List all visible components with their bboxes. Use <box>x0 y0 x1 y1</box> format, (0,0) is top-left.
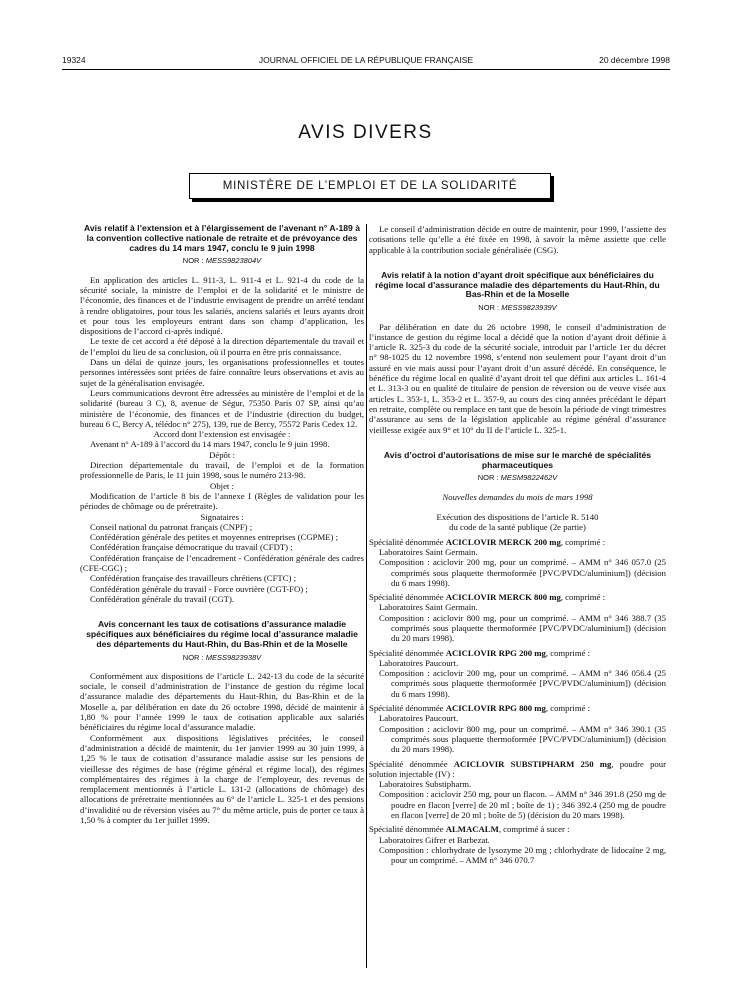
specialty-entry <box>369 759 666 821</box>
composition: Composition : aciclovir 200 mg, pour un comprimé. – AMM n° 346 056.4 (25 comprimés sous plaquette thermoformée [PVC/PVDC/aluminium]) (décision du 6 mars 1998). <box>379 668 666 699</box>
signatory: Confédération générale du travail (CGT). <box>90 593 235 604</box>
paragraph: Conformément aux dispositions de l’article L. 242-13 du code de la sécurité sociale, le conseil d’administration de l’instance de gestion du régime local d’assurance maladie des départements du Haut-Rhin, du Bas-Rhin et de la Moselle a, par délibération en date du 26 octobre 1998, décidé de maintenir à 1,80 % pour l’année 1999 le taux de cotisation applicable aux salariés bénéficiaires du régime local d’assurance maladie. <box>80 670 364 733</box>
specialty-line: Spécialité dénommée ALMACALM, comprimé à sucer : <box>369 824 570 835</box>
laboratory: Laboratoires Saint Germain. <box>379 546 478 557</box>
specialty-line: Spécialité dénommée ACICLOVIR RPG 200 mg, comprimé : <box>369 647 591 658</box>
execution-line: Exécution des dispositions de l’article R. 5140 <box>436 512 599 523</box>
section-title: AVIS DIVERS <box>298 122 433 143</box>
paragraph: Dans un délai de quinze jours, les organisations professionnelles et toutes personnes intéressées sont priées de faire connaître leurs observations et avis au sujet de la généralisation envisagée. <box>80 357 364 388</box>
specialty-name: ACICLOVIR MERCK 800 mg <box>445 592 561 603</box>
article-title: Avis d’octroi d’autorisations de mise sur le marché de spécialités pharmaceutiques <box>383 449 652 470</box>
paragraph: Direction départementale du travail, de l’emploi et de la formation professionnelle de Paris, le 11 juin 1998, sous le numéro 213-98. <box>80 460 364 481</box>
laboratory: Laboratoires Saint Germain. <box>379 602 478 613</box>
signatory: Confédération française des travailleurs chrétiens (CFTC) ; <box>90 573 297 584</box>
composition: Composition : aciclovir 800 mg, pour un comprimé. – AMM n° 346 388.7 (35 comprimés sous plaquette thermoformée [PVC/PVDC/aluminium]) (décision du 20 mars 1998). <box>379 612 666 644</box>
header-rule <box>62 69 670 70</box>
paragraph: Le texte de cet accord a été déposé à la direction départementale du travail et de l’emploi du lieu de sa conclusion, où il pourra en être pris connaissance. <box>80 336 364 357</box>
article-title: Avis relatif à l’extension et à l’élargissement de l’avenant n° A-189 à la convention collective nationale de retraite et de prévoyance des cadres du 14 mars 1947, conclu le 9 juin 1998 <box>84 223 360 253</box>
specialty-entry <box>369 824 666 865</box>
composition: Composition : aciclovir 200 mg, pour un comprimé. – AMM n° 346 057.0 (25 comprimés sous plaquette thermoformée [PVC/PVDC/aluminium]) (décision du 6 mars 1998). <box>379 557 666 588</box>
specialty-name: ACICLOVIR RPG 800 mg <box>445 703 546 714</box>
subheading: Accord dont l’extension est envisagée : <box>153 429 291 440</box>
specialty-entry <box>369 703 666 754</box>
paragraph: Avenant n° A-189 à l’accord du 14 mars 1947, conclu le 9 juin 1998. <box>90 439 330 450</box>
ministry-box: MINISTÈRE DE L’EMPLOI ET DE LA SOLIDARITÉ <box>189 173 551 199</box>
paragraph: En application des articles L. 911-3, L. 911-4 et L. 921-4 du code de la sécurité sociale, la ministre de l’emploi et de la solidarité et le ministre de l’économie, des finances et de l’industrie envisagent de prendre un arrêté tendant à rendre obligatoires, pour tous les salariés, anciens salariés et leurs ayants droit et pour tous les employeurs entrant dans son champ d’application, les dispositions de l’accord ci-après indiqué. <box>80 274 364 337</box>
composition: Composition : aciclovir 250 mg, pour un flacon. – AMM n° 346 391.8 (250 mg de poudre en flacon [verre] de 20 ml ; boîte de 1) ; 346 392.4 (250 mg de poudre en flacon [verre] de 20 ml ; boîte de 5) (décision du 20 mars 1998). <box>379 789 666 821</box>
article-title: Avis concernant les taux de cotisations d’assurance maladie spécifiques aux bénéficiaires du régime local d’assurance maladie des départements du Haut-Rhin, du Bas-Rhin et de la Moselle <box>86 619 358 649</box>
composition: Composition : aciclovir 800 mg, pour un comprimé. – AMM n° 346 390.1 (35 comprimés sous plaquette thermoformée [PVC/PVDC/aluminium]) (décision du 20 mars 1998). <box>379 723 666 755</box>
paragraph: Leurs communications devront être adressées au ministère de l’emploi et de la solidarité (bureau 3 C), 8, avenue de Ségur, 75350 Paris 07 SP, ainsi qu’au ministère de l’économie, des finances et de l’industrie (direction du budget, bureau 6 C, Bercy A, télédoc n° 275), 139, rue de Bercy, 75572 Paris Cedex 12. <box>80 387 364 429</box>
laboratory: Laboratoires Substipharm. <box>379 779 472 790</box>
journal-name: JOURNAL OFFICIEL DE LA RÉPUBLIQUE FRANÇAISE <box>258 55 474 65</box>
specialty-entry <box>369 648 666 699</box>
composition: Composition : chlorhydrate de lysozyme 20 mg ; chlorhydrate de lidocaïne 2 mg, pour un comprimé. – AMM n° 346 070.7 <box>379 844 666 866</box>
paragraph: Conformément aux dispositions législatives précitées, le conseil d’administration a décidé de maintenir, du 1er janvier 1999 au 30 juin 1999, à 1,25 % le taux de cotisation d’assurance maladie assise sur les pensions de vieillesse des régimes de base (régime général et régime local), des régimes complémentaires des régimes à la charge de l’employeur, des revenus de remplacement mentionnés à l’article L. 131-2 (allocations de chômage) des allocations de préretraite mentionnées au 6° de l’article L. 325-1 et des pensions d’invalidité ou de réversion visées au 7° du même article, puis de porter ce taux à 1,50 % à compter du 1er juillet 1999. <box>80 732 364 826</box>
page-number: 19324 <box>62 55 86 65</box>
subheading: Objet : <box>210 480 234 491</box>
paragraph: Par délibération en date du 26 octobre 1998, le conseil d’administration de l’instance de gestion du régime local a décidé que la notion d’ayant droit définie à l’article R. 325-3 du code de la sécurité sociale, introduit par l’article 1er du décret n° 98-1025 du 12 novembre 1998, s’entend non seulement pour l’ayant droit d’un assuré en vie mais aussi pour l’ayant droit d’un assuré décédé. En conséquence, le bénéfice du régime local en qualité d’ayant droit tel que défini aux articles L. 161-4 et L. 313-3 ou en qualité de titulaire de pension de réversion ou de veuve visée aux articles L. 353-1, L. 353-2 et L. 357-9, au cours des cinq années précédant le départ en retraite, complète ou remplace en tant que de besoin la période de vingt trimestres d’assurance au sens de la législation applicable au régime général d’assurance vieillesse exigée aux 9° et 10° du II de l’article L. 325-1. <box>369 321 666 435</box>
specialty-name: ACICLOVIR RPG 200 mg <box>445 647 546 658</box>
specialty-line: Spécialité dénommée ACICLOVIR MERCK 200 mg, comprimé : <box>369 536 605 547</box>
subheading: Signataires : <box>200 511 244 522</box>
subtitle: Nouvelles demandes du mois de mars 1998 <box>442 491 593 502</box>
signatory: Confédération française démocratique du travail (CFDT) ; <box>90 542 293 553</box>
laboratory: Laboratoires Paucourt. <box>379 713 459 724</box>
paragraph: Le conseil d’administration décide en outre de maintenir, pour 1999, l’assiette des cotisations telle qu’elle a été fixée en 1998, à savoir la même assiette que celle applicable à la contribution sociale généralisée (CSG). <box>369 224 666 255</box>
specialty-entry <box>369 537 666 588</box>
specialty-name: ALMACALM <box>445 824 499 835</box>
issue-date: 20 décembre 1998 <box>599 55 670 65</box>
nor-reference: NOR : MESS9823939V <box>478 303 557 313</box>
article-title: Avis relatif à la notion d’ayant droit spécifique aux bénéficiaires du régime local d’assurance maladie des départements du Haut-Rhin, du Bas-Rhin et de la Moselle <box>375 269 660 300</box>
execution-line: du code de la santé publique (2e partie) <box>449 522 586 533</box>
nor-reference: NOR : MESS9823804V <box>182 256 262 266</box>
specialty-name: ACICLOVIR SUBSTIPHARM 250 mg <box>453 758 612 769</box>
nor-reference: NOR : MESS9823938V <box>182 652 262 662</box>
column-divider <box>366 224 367 968</box>
left-column <box>80 224 364 825</box>
page-header <box>62 55 670 69</box>
right-column <box>369 224 666 866</box>
laboratory: Laboratoires Gifrer et Barbezat. <box>379 834 490 845</box>
specialty-line: Spécialité dénommée ACICLOVIR MERCK 800 mg, comprimé : <box>369 592 605 603</box>
signatory: Conseil national du patronat français (CNPF) ; <box>90 521 253 532</box>
specialty-list <box>369 537 666 866</box>
subheading: Dépôt : <box>209 449 235 460</box>
paragraph: Modification de l’article 8 bis de l’annexe I (Règles de validation pour les périodes de chômage ou de préretraite). <box>80 490 364 512</box>
specialty-entry <box>369 592 666 643</box>
signatory: Confédération générale des petites et moyennes entreprises (CGPME) ; <box>90 532 339 543</box>
specialty-line: Spécialité dénommée ACICLOVIR SUBSTIPHARM 250 mg, poudre pour solution injectable (IV) : <box>369 758 666 779</box>
specialty-name: ACICLOVIR MERCK 200 mg <box>445 536 561 547</box>
laboratory: Laboratoires Paucourt. <box>379 657 459 668</box>
signatory: Confédération française de l’encadrement - Confédération générale des cadres (CFE-CGC) ; <box>80 552 364 573</box>
specialty-line: Spécialité dénommée ACICLOVIR RPG 800 mg, comprimé : <box>369 703 591 714</box>
nor-reference: NOR : MESM9822462V <box>477 473 558 483</box>
signatory: Confédération générale du travail - Force ouvrière (CGT-FO) ; <box>90 583 308 594</box>
